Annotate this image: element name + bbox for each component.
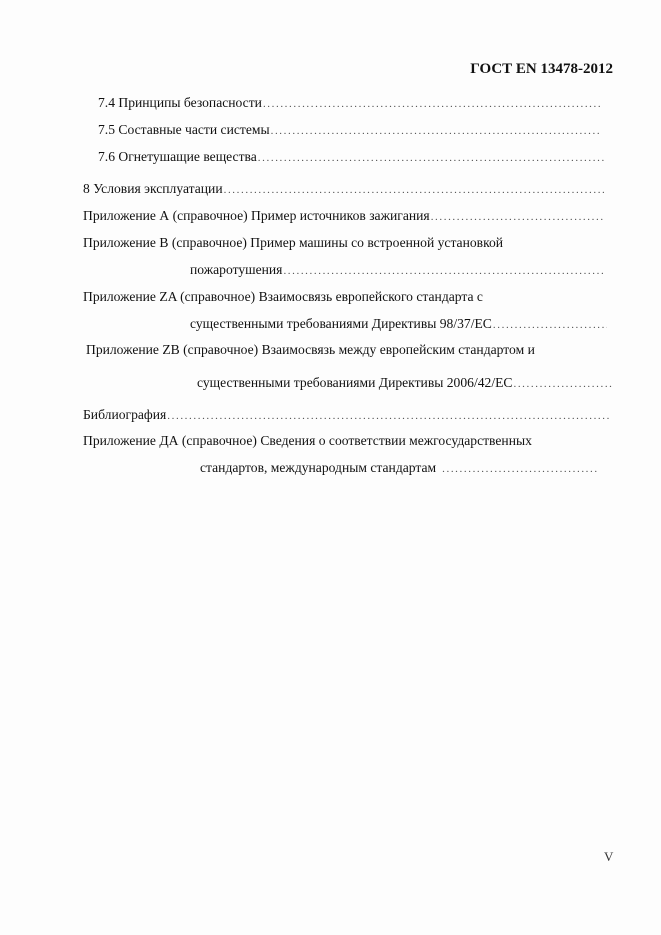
dot-leader — [263, 95, 602, 113]
toc-entry-bibliography[interactable] — [83, 406, 609, 425]
toc-entry-appendix-da-line2[interactable] — [200, 459, 598, 478]
toc-entry-label: 8 Условия эксплуатации — [83, 181, 223, 196]
toc-entry-label: пожаротушения — [190, 262, 283, 277]
toc-entry-label: существенными требованиями Директивы 98/37/ЕС — [190, 316, 492, 331]
toc-entry-label: 7.5 Составные части системы — [98, 122, 270, 137]
toc-entry-label: Библиография — [83, 407, 167, 422]
toc-entry-appendix-zb-line1[interactable] — [86, 341, 626, 359]
toc-entry-7-6[interactable] — [98, 148, 604, 167]
toc-entry-label: 7.6 Огнетушащие вещества — [98, 149, 257, 164]
toc-entry-7-5[interactable] — [98, 121, 602, 140]
page-number: V — [604, 849, 614, 864]
toc-entry-label: 7.4 Принципы безопасности — [98, 95, 262, 110]
toc-entry-label: Приложение ZA (справочное) Взаимосвязь европейского стандарта с — [83, 289, 483, 304]
toc-entry-appendix-da-line1[interactable] — [83, 432, 623, 450]
toc-entry-label: Приложение А (справочное) Пример источников зажигания — [83, 208, 430, 223]
toc-entry-appendix-za-line1[interactable] — [83, 288, 623, 306]
toc-entry-appendix-a[interactable] — [83, 207, 605, 226]
toc-entry-appendix-za-line2[interactable] — [190, 315, 607, 334]
dot-leader — [493, 316, 607, 334]
toc-entry-label: Приложение ZB (справочное) Взаимосвязь между европейским стандартом и — [86, 342, 535, 357]
toc-entry-8[interactable] — [83, 180, 604, 199]
dot-leader — [442, 460, 598, 478]
toc-entry-appendix-b-line2[interactable] — [190, 261, 603, 280]
toc-entry-label: существенными требованиями Директивы 2006/42/ЕС — [197, 375, 513, 390]
dot-leader — [258, 149, 604, 167]
toc-entry-label: Приложение ДА (справочное) Сведения о соответствии межгосударственных — [83, 433, 532, 448]
toc-entry-label: стандартов, международным стандартам — [200, 460, 437, 475]
toc-entry-label: Приложение В (справочное) Пример машины со встроенной установкой — [83, 235, 504, 250]
dot-leader — [431, 208, 605, 226]
toc-entry-appendix-zb-line2[interactable] — [197, 374, 613, 393]
dot-leader — [224, 181, 604, 199]
dot-leader — [513, 375, 613, 393]
dot-leader — [167, 407, 609, 425]
toc-entry-7-4[interactable] — [98, 94, 602, 113]
standard-code-header: ГОСТ EN 13478-2012 — [470, 61, 613, 77]
dot-leader — [271, 122, 602, 140]
dot-leader — [283, 262, 603, 280]
toc-entry-appendix-b-line1[interactable] — [83, 234, 623, 252]
